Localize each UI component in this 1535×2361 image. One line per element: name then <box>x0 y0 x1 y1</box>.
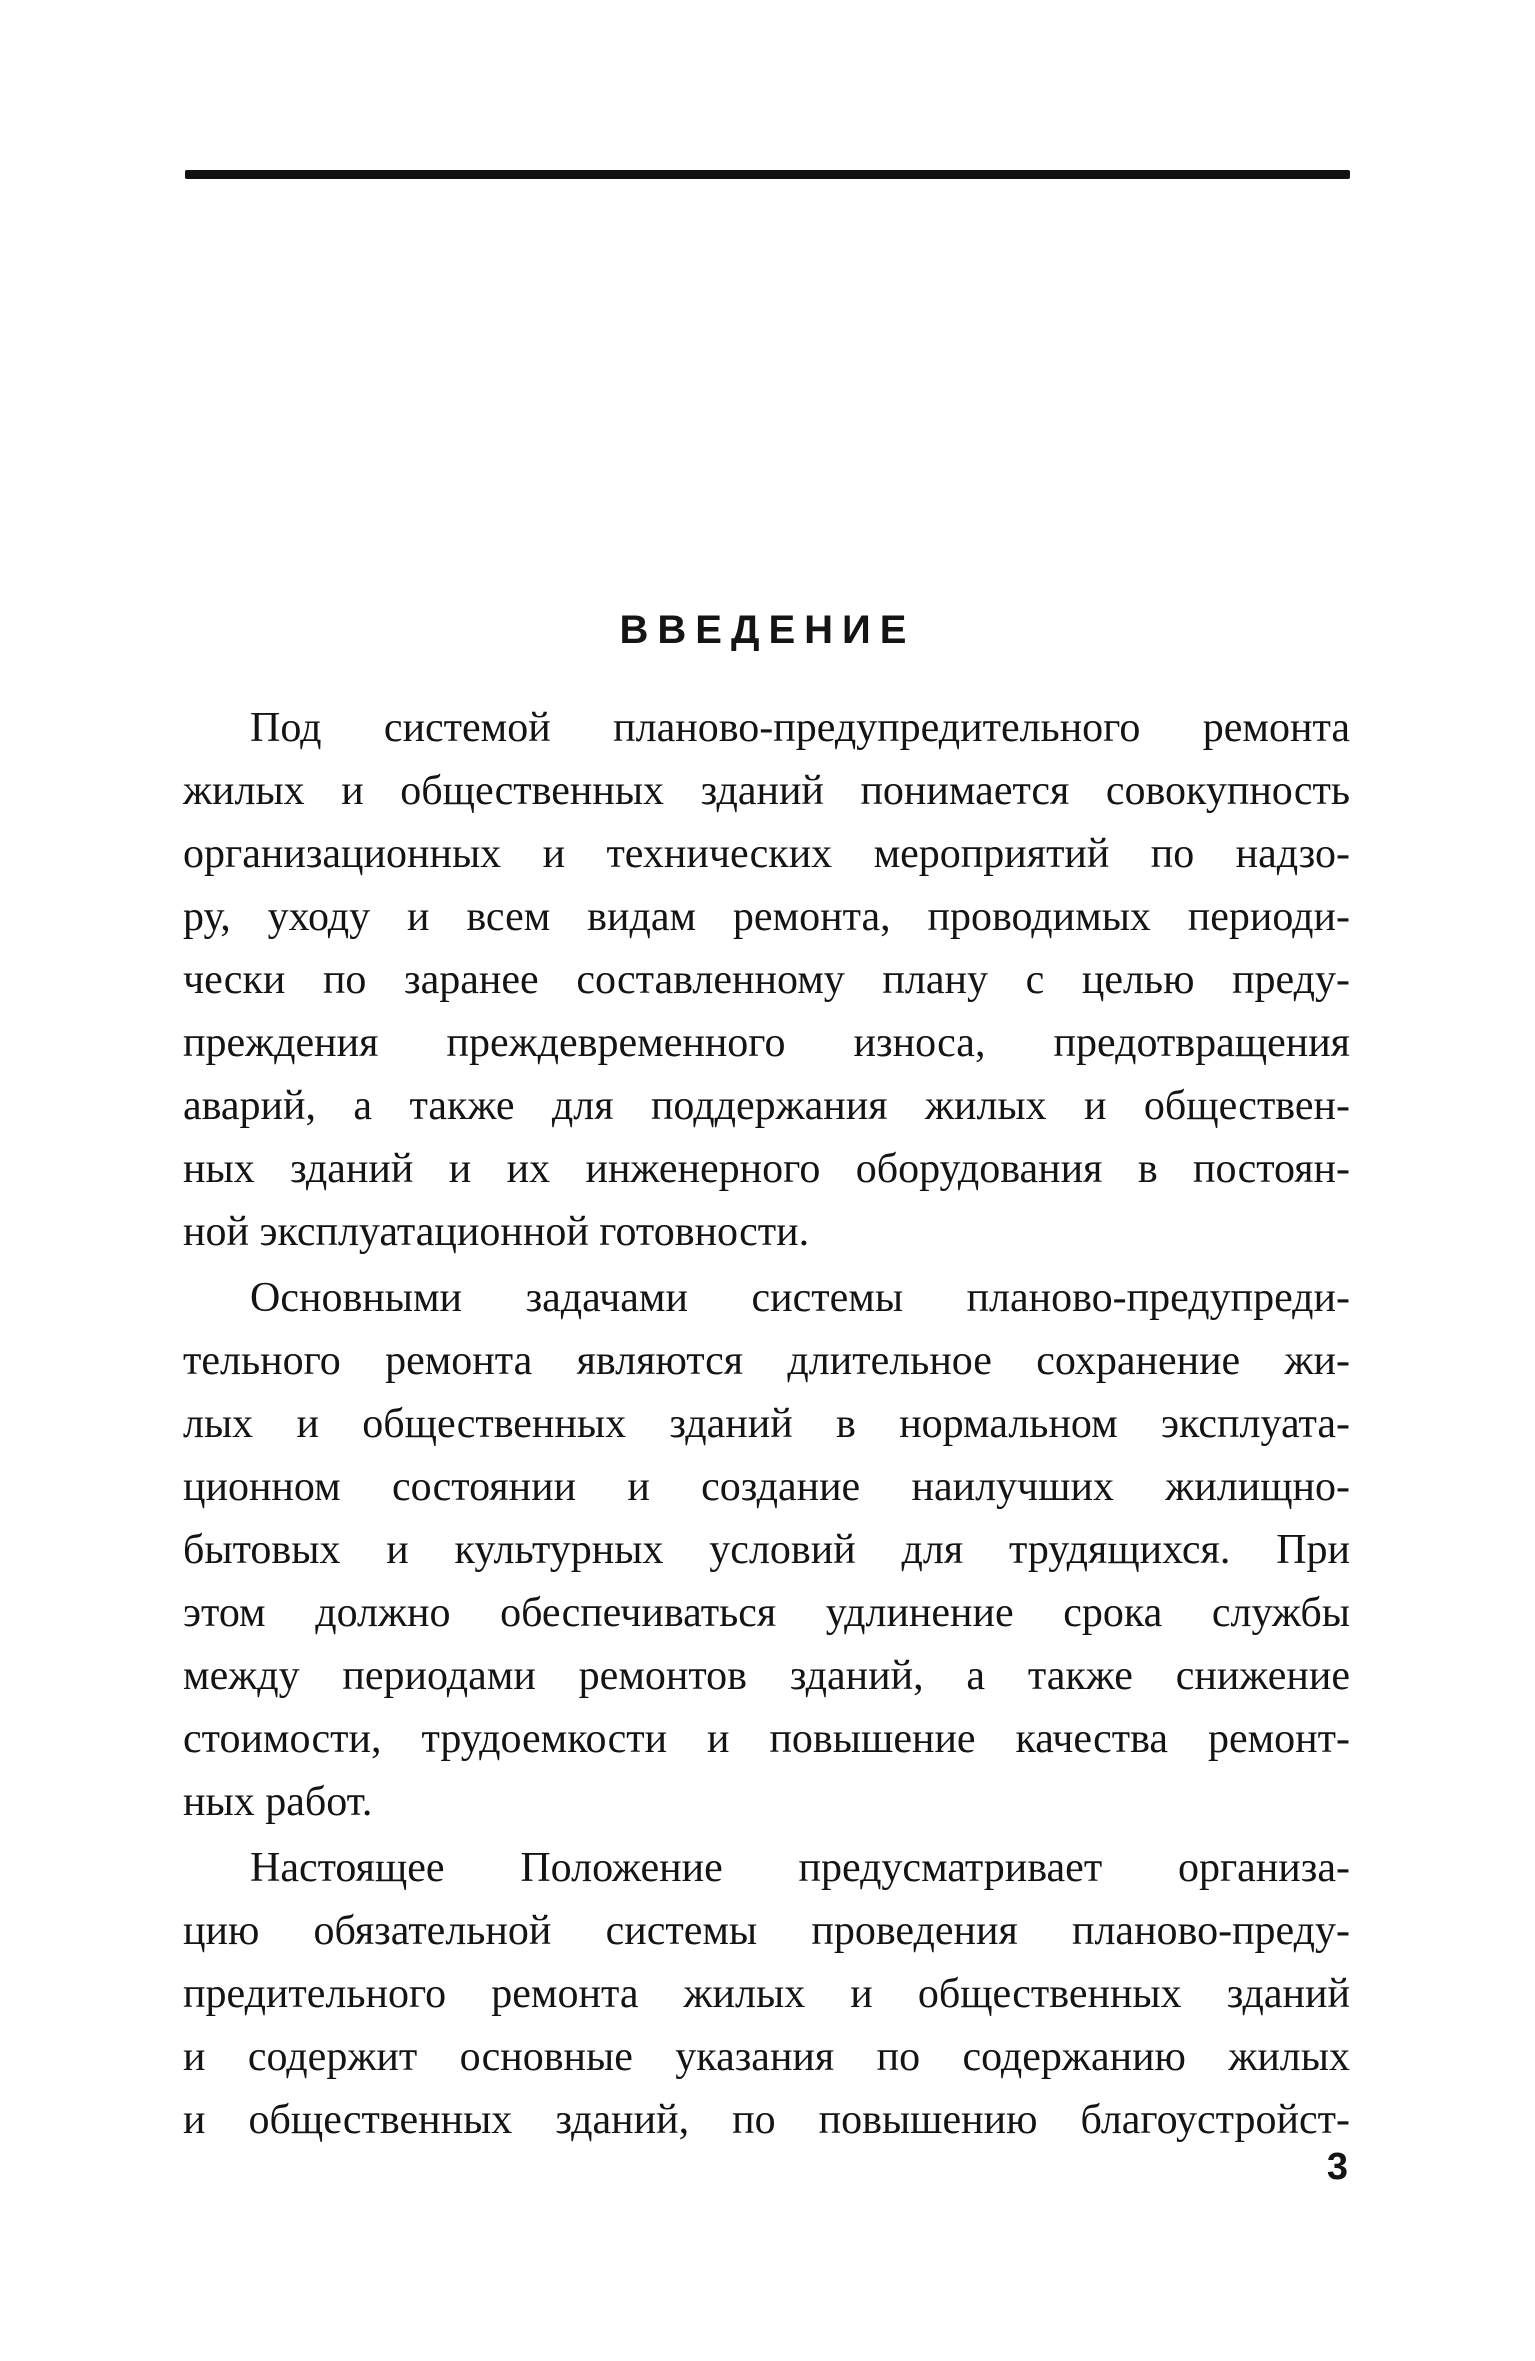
paragraph-2-line: между периодами ремонтов зданий, а также снижение <box>183 1653 1350 1699</box>
paragraph-2-line: этом должно обеспечиваться удлинение срока службы <box>183 1590 1350 1636</box>
paragraph-3-line: Настоящее Положение предусматривает организа- <box>250 1845 1350 1891</box>
paragraph-1-line: аварий, а также для поддержания жилых и обществен- <box>183 1083 1350 1129</box>
paragraph-3-line: цию обязательной системы проведения планово-преду- <box>183 1908 1350 1954</box>
paragraph-1-line: преждения преждевременного износа, предотвращения <box>183 1020 1350 1066</box>
page-number: 3 <box>1326 2146 1348 2188</box>
paragraph-2-line: бытовых и культурных условий для трудящихся. При <box>183 1527 1350 1573</box>
paragraph-1-line: чески по заранее составленному плану с целью преду- <box>183 957 1350 1003</box>
paragraph-2-line: стоимости, трудоемкости и повышение качества ремонт- <box>183 1716 1350 1762</box>
paragraph-2-line: лых и общественных зданий в нормальном эксплуата- <box>183 1401 1350 1447</box>
paragraph-3-line: и содержит основные указания по содержанию жилых <box>183 2034 1350 2080</box>
paragraph-3-line: предительного ремонта жилых и общественных зданий <box>183 1971 1350 2017</box>
paragraph-2-line: Основными задачами системы планово-предупреди- <box>250 1275 1350 1321</box>
section-heading: ВВЕДЕНИЕ <box>619 608 916 652</box>
paragraph-2-line: тельного ремонта являются длительное сохранение жи- <box>183 1338 1350 1384</box>
paragraph-1-line: Под системой планово-предупредительного ремонта <box>250 705 1350 751</box>
paragraph-1-line: ру, уходу и всем видам ремонта, проводимых периоди- <box>183 894 1350 940</box>
paragraph-2-line: ционном состоянии и создание наилучших жилищно- <box>183 1464 1350 1510</box>
paragraph-1-line: ных зданий и их инженерного оборудования в постоян- <box>183 1146 1350 1192</box>
paragraph-3-line: и общественных зданий, по повышению благоустройст- <box>183 2097 1350 2143</box>
paragraph-1-line: жилых и общественных зданий понимается совокупность <box>183 768 1350 814</box>
top-rule <box>185 170 1350 179</box>
paragraph-1-line: организационных и технических мероприятий по надзо- <box>183 831 1350 877</box>
paragraph-2-line: ных работ. <box>183 1779 373 1825</box>
paragraph-1-line: ной эксплуатационной готовности. <box>183 1209 810 1255</box>
